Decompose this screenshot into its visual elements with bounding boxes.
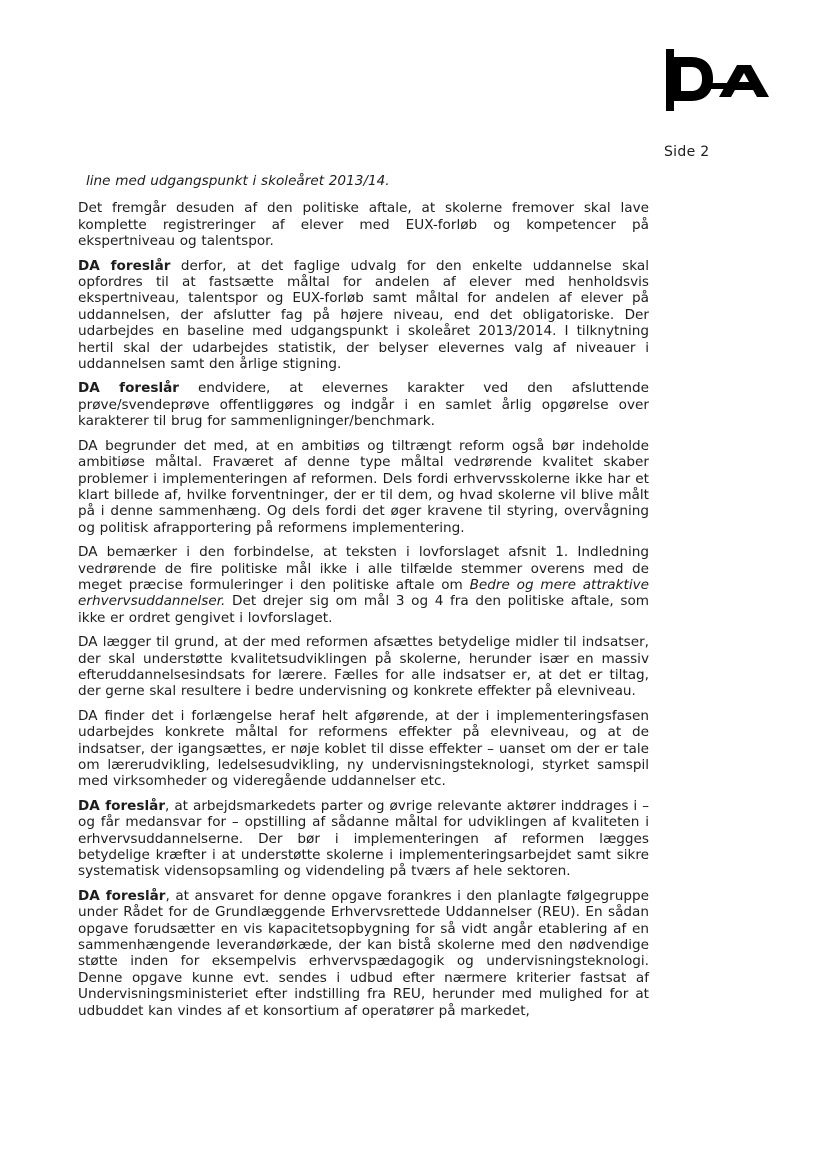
- paragraph-2: [78, 200, 649, 249]
- para-lead: DA foreslår: [78, 797, 166, 814]
- paragraph-3: [78, 258, 649, 373]
- para-lead: DA foreslår: [78, 380, 179, 397]
- paragraph-10: [78, 888, 649, 1019]
- document-body: [78, 173, 649, 1027]
- paragraph-7: [78, 634, 649, 700]
- para-text: DA bemærker i den forbindelse, at teksten i lovforslaget afsnit 1. Indledning vedrørende de fire politiske mål ikke i alle tilfælde stemmer overens med de meget præcise formuleringer i den politiske aftale om: [78, 544, 649, 593]
- para-text: DA finder det i forlængelse heraf helt afgørende, at der i implementeringsfasen udarbejdes konkrete måltal for reformens effekter på elevniveau, og at de indsatser, der igangsættes, er nøje koblet til disse effekter – uanset om der er tale om lærerudvikling, ledelsesudvikling, ny undervisningsteknologi, styrket samspil med virksomheder og videregående uddannelser etc.: [78, 707, 649, 790]
- para-text: Det fremgår desuden af den politiske aftale, at skolerne fremover skal lave komplette registreringer af elever med EUX-forløb og kompetencer på ekspertniveau og talentspor.: [78, 200, 649, 250]
- para-lead: DA foreslår: [78, 257, 171, 274]
- para-text: DA begrunder det med, at en ambitiøs og tiltrængt reform også bør indeholde ambitiøse måltal. Fraværet af denne type måltal vedrørende kvalitet skaber problemer i implementeringen af reformen. Dels fordi erhvervsskolerne ikke har et klart billede af, hvilke forventninger, der er til dem, og hvad skolerne vil blive målt på i denne sammenhæng. Og dels fordi det øger kravene til styring, overvågning og politisk afrapportering på reformens implementering.: [78, 437, 649, 536]
- para-text: DA lægger til grund, at der med reformen afsættes betydelige midler til indsatser, der skal understøtte kvalitetsudviklingen på skolerne, herunder især en massiv efteruddannelsesindsats for lærere. Fælles for alle indsatser er, at det er tiltag, der gerne skal resultere i bedre undervisning og konkrete effekter på elevniveau.: [78, 634, 649, 700]
- page-number: Side 2: [664, 144, 710, 160]
- para-tail: Det drejer sig om mål 3 og 4 fra den politiske aftale, som ikke er ordret gengivet i lovforslaget.: [78, 593, 649, 626]
- paragraph-5: [78, 438, 649, 536]
- da-logo: [665, 47, 779, 111]
- para-italic: line med udgangspunkt i skoleåret 2013/14.: [86, 173, 390, 189]
- para-text: , at arbejdsmarkedets parter og øvrige relevante aktører inddrages i – og får medansvar for – opstilling af sådanne måltal for udviklingen af kvaliteten i erhvervsuddannelserne. Der bør i implementeringen af reformen lægges betydelige kræfter i at understøtte skolerne i implementeringsarbejdet samt sikre systematisk vidensopsamling og videndeling på tværs af hele sektoren.: [78, 797, 649, 880]
- paragraph-1: [86, 173, 649, 189]
- para-text: , at ansvaret for denne opgave forankres i den planlagte følgegruppe under Rådet for de Grundlæggende Erhvervsrettede Uddannelser (REU). En sådan opgave forudsætter en vis kapacitetsopbygning for så vidt angår etablering af en sammenhængende leverandørkæde, der kan bistå skolerne med den nødvendige støtte inden for eksempelvis erhvervspædagogik og undervisningsteknologi. Denne opgave kunne evt. sendes i udbud efter nærmere kriterier fastsat af Undervisningsministeriet efter indstilling fra REU, herunder med mulighed for at udbuddet kan vindes af et konsortium af operatører på markedet,: [78, 887, 650, 1019]
- para-text: derfor, at det faglige udvalg for den enkelte uddannelse skal opfordres til at fastsætte måltal for andelen af elever med henholdsvis ekspertniveau, talentspor og EUX-forløb samt måltal for andelen af elever på uddannelsen, der afslutter fag på højere niveau, end det obligatoriske. Der udarbejdes en baseline med udgangspunkt i skoleåret 2013/2014. I tilknytning hertil skal der udarbejdes statistik, der belyser elevernes valg af niveauer i uddannelsen samt den årlige stigning.: [78, 257, 649, 373]
- para-lead: DA foreslår: [78, 887, 166, 904]
- paragraph-6: [78, 544, 649, 626]
- paragraph-9: [78, 798, 649, 880]
- para-text: endvidere, at elevernes karakter ved den afsluttende prøve/svendeprøve offentliggøres og indgår i en samlet årlig opgørelse over karakterer til brug for sammenligninger/benchmark.: [78, 380, 649, 430]
- paragraph-8: [78, 708, 649, 790]
- paragraph-4: [78, 380, 649, 429]
- para-italic: Bedre og mere attraktive erhvervsuddannelser.: [78, 576, 650, 610]
